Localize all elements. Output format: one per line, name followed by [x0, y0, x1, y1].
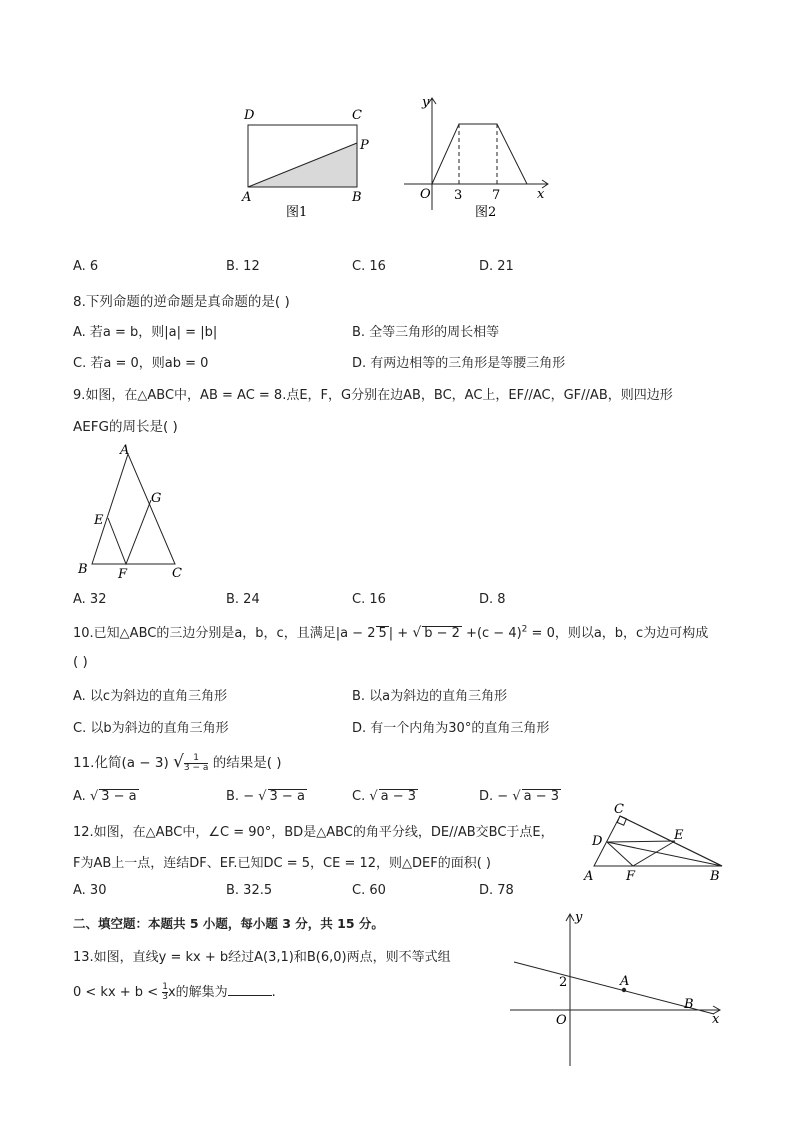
q10-option-d: D. 有一个内角为30°的直角三角形	[352, 721, 550, 736]
q7-option-d: D. 21	[479, 259, 514, 274]
q7-option-a: A. 6	[73, 259, 99, 274]
section-2-title: 二、填空题：本题共 5 小题，每小题 3 分，共 15 分。	[73, 916, 384, 931]
q9-label-C: C	[172, 566, 182, 581]
fig2-tick-3: 3	[454, 188, 463, 203]
q12-label-B: B	[710, 869, 720, 884]
q13-axis-y: y	[575, 910, 583, 925]
q10-stem-line2: ( )	[73, 654, 88, 670]
q9-label-G: G	[151, 491, 162, 506]
q11-option-b: B. − √ 3 − a	[226, 789, 305, 804]
q12-option-b: B. 32.5	[226, 883, 273, 898]
q9-label-A: A	[120, 443, 130, 458]
q12-stem-line1: 12.如图，在△ABC中，∠C = 90°，BD是△ABC的角平分线，DE//AB交BC于点E，	[73, 825, 554, 840]
q12-stem-line2: F为AB上一点，连结DF、EF.已知DC = 5，CE = 12，则△DEF的面积( )	[73, 856, 491, 871]
q8-option-c: C. 若a = 0，则ab = 0	[73, 356, 209, 371]
figure-1-rectangle	[230, 100, 380, 225]
q10-option-b: B. 以a为斜边的直角三角形	[352, 689, 508, 704]
q13-fraction: $\frac{1}{3}$	[162, 982, 168, 1002]
figure-2-graph	[400, 92, 560, 227]
q10-sqrt-b: b − 2	[424, 626, 460, 641]
q11-fraction: $\frac{1}{3 - a}$	[183, 752, 209, 773]
fig1-label-A: A	[242, 190, 252, 205]
q13-stem-line2: 0 < kx + b < $\frac{1}{3}$ x的解集为 .	[73, 982, 276, 1002]
fig1-label-D: D	[244, 108, 255, 123]
q10-stem-line1: 10.已知△ABC的三边分别是a，b，c，且满足|a − 2 5 | + √ $b - 2 +(c - 4)^2 = 0$，则以a，b，c为边可构成	[73, 624, 709, 641]
fig1-label-B: B	[352, 190, 362, 205]
q11-option-c: C. √ a − 3	[352, 789, 417, 804]
q13-label-A: A	[620, 974, 630, 989]
fig1-label-C: C	[352, 108, 362, 123]
q7-option-c: C. 16	[352, 259, 386, 274]
fig2-tick-7: 7	[492, 188, 501, 203]
q11-stem: 11.化简(a − 3) √ $\frac{1}{3 - a}$ 的结果是( )	[73, 752, 282, 773]
q12-option-a: A. 30	[73, 883, 107, 898]
q13-intercept-2: 2	[559, 975, 568, 990]
q13-line-graph	[500, 906, 730, 1071]
q8-option-a: A. 若a = b，则|a| = |b|	[73, 325, 218, 340]
q11-option-a: A. √ 3 − a	[73, 789, 137, 804]
q11-option-d: D. − √ a − 3	[479, 789, 560, 804]
fig2-axis-x: x	[537, 187, 545, 202]
fig1-label-P: P	[360, 138, 369, 153]
fig2-origin: O	[420, 187, 431, 202]
q13-label-B: B	[684, 997, 694, 1012]
q13-answer-blank	[228, 983, 272, 996]
q13-axis-x: x	[712, 1012, 720, 1027]
q9-stem-line2: AEFG的周长是( )	[73, 419, 178, 435]
q10-option-a: A. 以c为斜边的直角三角形	[73, 689, 228, 704]
q12-label-E: E	[674, 828, 684, 843]
q12-option-c: C. 60	[352, 883, 386, 898]
q9-label-F: F	[118, 567, 128, 582]
fig1-caption: 图1	[286, 205, 308, 220]
q12-label-C: C	[614, 802, 624, 817]
q9-stem-line1: 9.如图，在△ABC中，AB = AC = 8.点E，F，G分别在边AB，BC，AC上，EF//AC，GF//AB，则四边形	[73, 388, 673, 403]
q10-option-c: C. 以b为斜边的直角三角形	[73, 721, 229, 736]
q9-triangle-figure	[72, 440, 192, 585]
q12-label-D: D	[592, 834, 603, 849]
q12-label-F: F	[626, 869, 636, 884]
q10-sqrt-5: 5	[378, 626, 387, 641]
fig2-axis-y: y	[422, 95, 430, 110]
q12-triangle-figure	[578, 800, 728, 885]
q7-option-b: B. 12	[226, 259, 260, 274]
q8-option-b: B. 全等三角形的周长相等	[352, 325, 500, 340]
q8-option-d: D. 有两边相等的三角形是等腰三角形	[352, 356, 566, 371]
q13-origin: O	[556, 1013, 567, 1028]
q8-stem: 8.下列命题的逆命题是真命题的是( )	[73, 294, 290, 310]
q9-label-E: E	[94, 513, 104, 528]
q9-option-a: A. 32	[73, 592, 107, 607]
fig2-caption: 图2	[475, 205, 497, 220]
q9-label-B: B	[78, 562, 88, 577]
q9-option-c: C. 16	[352, 592, 386, 607]
q13-stem-line1: 13.如图，直线y = kx + b经过A(3,1)和B(6,0)两点，则不等式组	[73, 950, 451, 965]
q9-option-b: B. 24	[226, 592, 260, 607]
q12-label-A: A	[584, 869, 594, 884]
q12-option-d: D. 78	[479, 883, 514, 898]
q9-option-d: D. 8	[479, 592, 506, 607]
